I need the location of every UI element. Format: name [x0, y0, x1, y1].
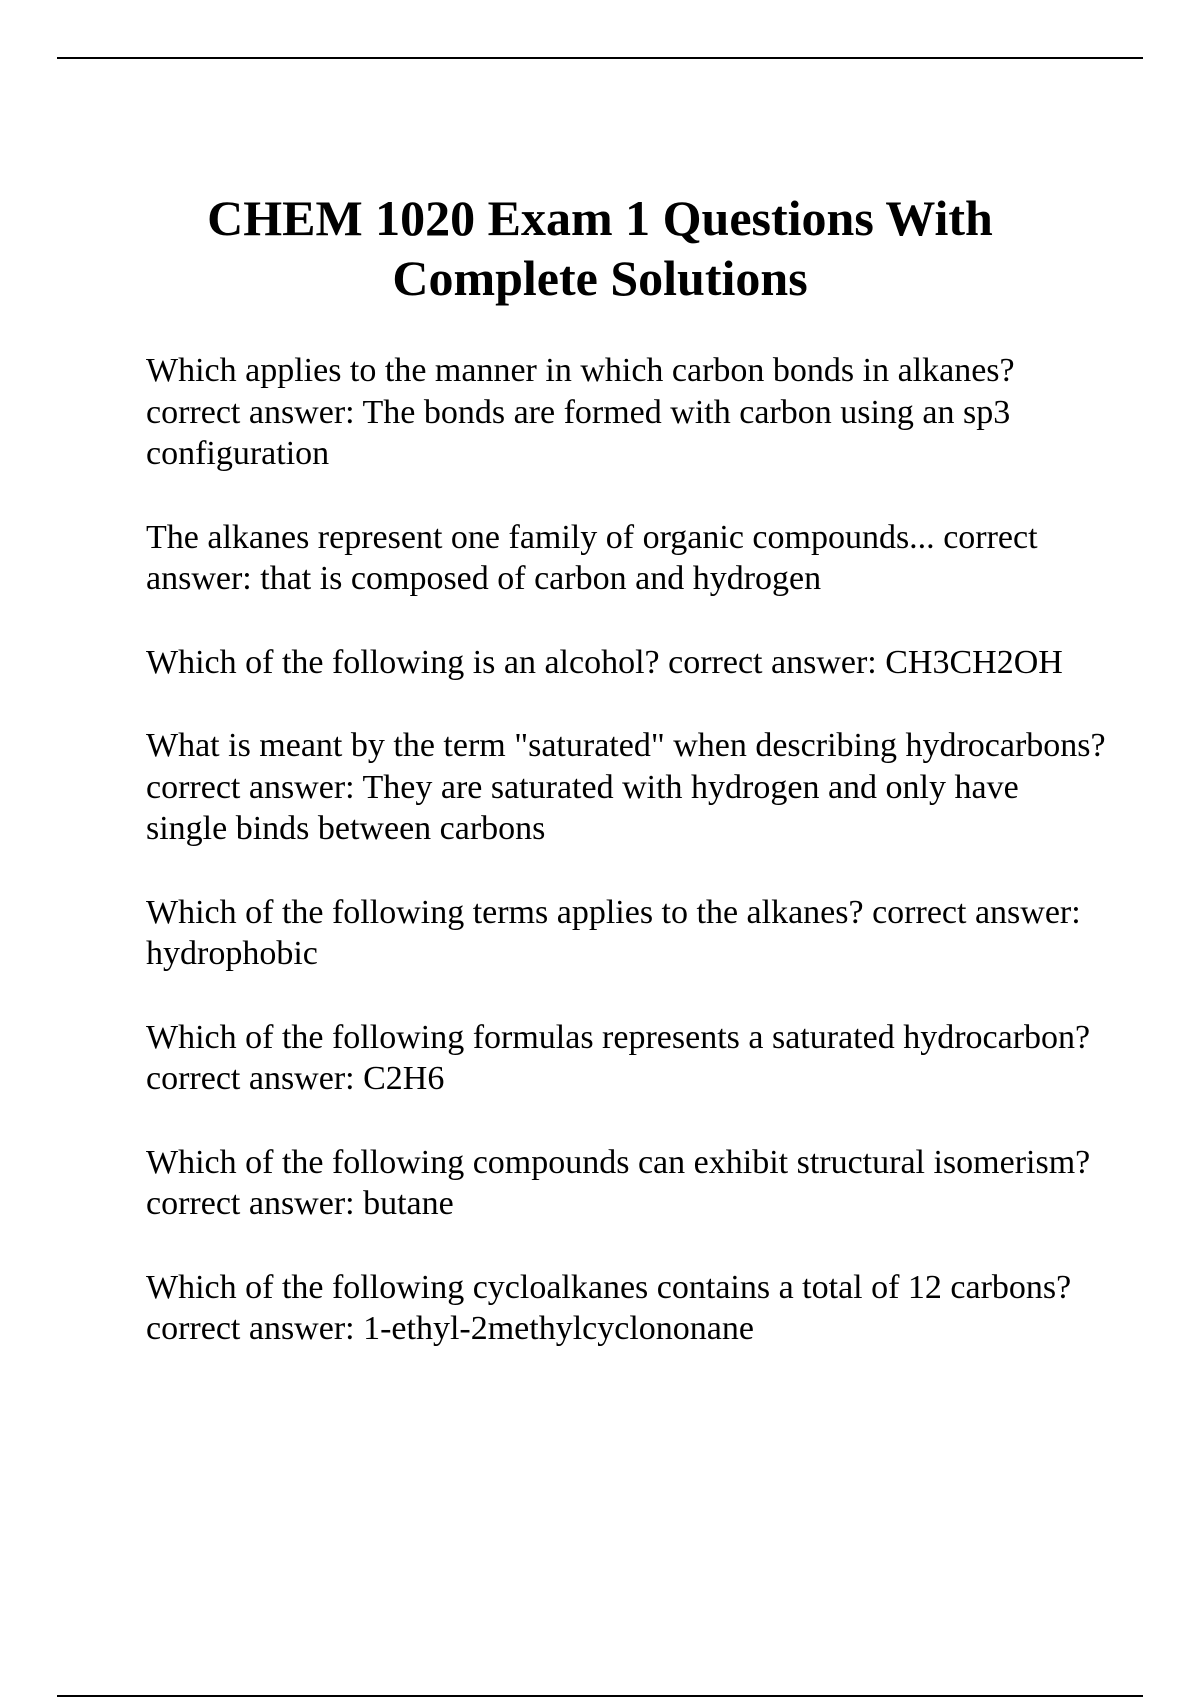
qa-item	[146, 642, 1106, 684]
question-text: The alkanes represent one family of organic compounds...	[146, 518, 935, 556]
qa-item	[146, 350, 1106, 475]
question-text: Which of the following is an alcohol?	[146, 643, 660, 681]
answer-prefix: correct answer:	[146, 518, 1047, 597]
document-title: CHEM 1020 Exam 1 Questions With Complete Solutions	[207, 190, 993, 306]
answer-prefix: correct answer:	[146, 1185, 355, 1222]
answer-prefix: correct answer:	[146, 1060, 355, 1097]
answer-text: that is composed of carbon and hydrogen	[260, 560, 822, 597]
answer-text: C2H6	[363, 1060, 445, 1097]
answer-text: 1-ethyl-2methylcyclononane	[363, 1310, 754, 1347]
qa-item	[146, 1017, 1106, 1100]
qa-item	[146, 892, 1106, 975]
qa-item	[146, 517, 1106, 600]
qa-item	[146, 1142, 1106, 1225]
bottom-divider	[57, 1695, 1143, 1697]
qa-list	[146, 350, 1106, 1392]
question-text: Which of the following formulas represents a saturated hydrocarbon?	[146, 1018, 1091, 1056]
answer-prefix: correct answer:	[668, 643, 877, 681]
question-text: Which applies to the manner in which carbon bonds in alkanes?	[146, 352, 1015, 389]
qa-item	[146, 725, 1106, 850]
top-divider	[57, 57, 1143, 59]
question-text: Which of the following compounds can exhibit structural isomerism?	[146, 1143, 1091, 1181]
answer-text: butane	[363, 1185, 454, 1222]
answer-text: hydrophobic	[146, 935, 318, 972]
answer-text: They are saturated with hydrogen and only have single binds between carbons	[146, 768, 1028, 847]
qa-item	[146, 1267, 1106, 1350]
question-text: Which of the following terms applies to the alkanes?	[146, 893, 864, 931]
answer-text: The bonds are formed with carbon using an sp3 configuration	[146, 393, 1019, 472]
answer-text: CH3CH2OH	[885, 643, 1063, 681]
question-text: What is meant by the term "saturated" when describing hydrocarbons?	[146, 727, 1106, 764]
answer-prefix: correct answer:	[146, 768, 355, 806]
answer-prefix: correct answer:	[872, 893, 1081, 931]
answer-prefix: correct answer:	[146, 1310, 355, 1347]
question-text: Which of the following cycloalkanes contains a total of 12 carbons?	[146, 1268, 1072, 1306]
answer-prefix: correct answer:	[146, 393, 355, 431]
